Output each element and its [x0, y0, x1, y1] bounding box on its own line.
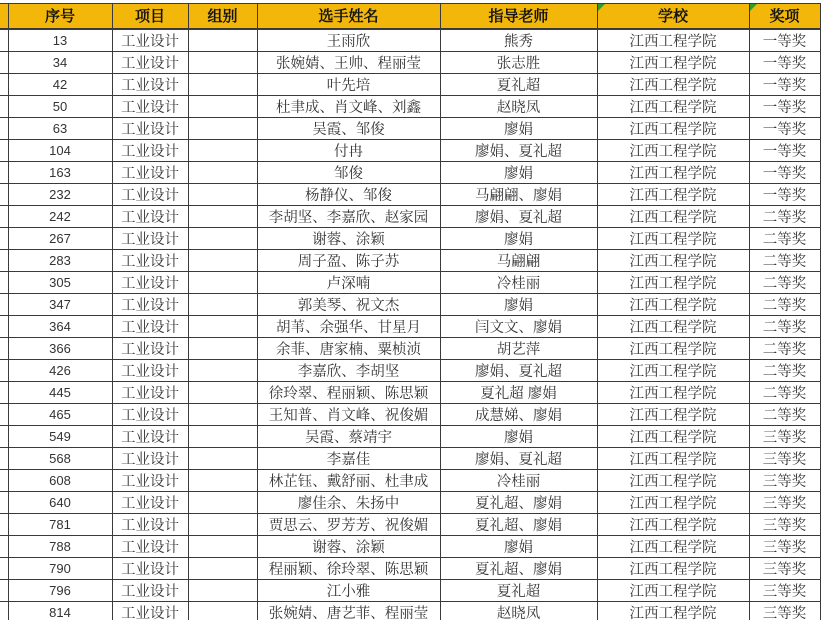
cell-project[interactable]: 工业设计 — [112, 29, 188, 52]
cell-no[interactable]: 232 — [8, 183, 112, 205]
cell-school[interactable]: 江西工程学院 — [597, 601, 749, 620]
cell-group[interactable] — [188, 601, 257, 620]
cell-teachers[interactable]: 夏礼超、廖娟 — [440, 513, 597, 535]
cell-names[interactable]: 林芷钰、戴舒丽、杜聿成 — [257, 469, 440, 491]
cropped-cell — [0, 161, 8, 183]
cell-no[interactable]: 13 — [8, 29, 112, 52]
cell-teachers[interactable]: 胡艺萍 — [440, 337, 597, 359]
cell-group[interactable] — [188, 183, 257, 205]
table-row — [0, 535, 820, 557]
cell-group[interactable] — [188, 579, 257, 601]
cell-project[interactable]: 工业设计 — [112, 315, 188, 337]
table-row — [0, 271, 820, 293]
cell-names[interactable]: 贾思云、罗芳芳、祝俊媚 — [257, 513, 440, 535]
cell-names[interactable]: 胡苇、余强华、甘星月 — [257, 315, 440, 337]
cell-award[interactable]: 一等奖 — [749, 51, 820, 73]
table-row — [0, 447, 820, 469]
cell-names[interactable]: 周子盈、陈子苏 — [257, 249, 440, 271]
cell-no[interactable]: 305 — [8, 271, 112, 293]
column-header-label: 选手姓名 — [318, 8, 379, 26]
cell-project[interactable]: 工业设计 — [112, 381, 188, 403]
comment-marker-icon — [750, 4, 757, 11]
cell-project[interactable]: 工业设计 — [112, 557, 188, 579]
cell-teachers[interactable]: 廖娟、夏礼超 — [440, 447, 597, 469]
cell-project[interactable]: 工业设计 — [112, 205, 188, 227]
cell-names[interactable]: 杨静仪、邹俊 — [257, 183, 440, 205]
cell-school[interactable]: 江西工程学院 — [597, 95, 749, 117]
cell-names[interactable]: 谢蓉、涂颖 — [257, 535, 440, 557]
cell-no[interactable]: 163 — [8, 161, 112, 183]
cell-no[interactable]: 781 — [8, 513, 112, 535]
cell-teachers[interactable]: 廖娟 — [440, 425, 597, 447]
cell-group[interactable] — [188, 271, 257, 293]
cell-group[interactable] — [188, 469, 257, 491]
cropped-cell — [0, 513, 8, 535]
cropped-cell — [0, 73, 8, 95]
column-header-label: 指导老师 — [488, 8, 549, 26]
table-row — [0, 205, 820, 227]
cell-teachers[interactable]: 熊秀 — [440, 29, 597, 52]
cell-project[interactable]: 工业设计 — [112, 249, 188, 271]
cell-no[interactable]: 465 — [8, 403, 112, 425]
cell-names[interactable]: 卢深喃 — [257, 271, 440, 293]
cell-award[interactable]: 三等奖 — [749, 513, 820, 535]
column-header-label: 组别 — [207, 8, 238, 26]
column-header-no[interactable] — [8, 4, 112, 29]
cell-no[interactable]: 426 — [8, 359, 112, 381]
cell-school[interactable]: 江西工程学院 — [597, 249, 749, 271]
cell-award[interactable]: 二等奖 — [749, 315, 820, 337]
cell-group[interactable] — [188, 447, 257, 469]
cell-project[interactable]: 工业设计 — [112, 271, 188, 293]
cell-project[interactable]: 工业设计 — [112, 51, 188, 73]
cell-group[interactable] — [188, 117, 257, 139]
cell-project[interactable]: 工业设计 — [112, 337, 188, 359]
cell-names[interactable]: 程丽颖、徐玲翠、陈思颖 — [257, 557, 440, 579]
cell-award[interactable]: 二等奖 — [749, 359, 820, 381]
cell-project[interactable]: 工业设计 — [112, 139, 188, 161]
table-row — [0, 403, 820, 425]
cell-names[interactable]: 谢蓉、涂颖 — [257, 227, 440, 249]
cell-award[interactable]: 一等奖 — [749, 29, 820, 52]
cell-group[interactable] — [188, 337, 257, 359]
cell-no[interactable]: 347 — [8, 293, 112, 315]
cell-school[interactable]: 江西工程学院 — [597, 447, 749, 469]
cell-no[interactable]: 104 — [8, 139, 112, 161]
column-header-teachers[interactable] — [440, 4, 597, 29]
cell-names[interactable]: 吴霞、邹俊 — [257, 117, 440, 139]
cell-school[interactable]: 江西工程学院 — [597, 403, 749, 425]
cell-school[interactable]: 江西工程学院 — [597, 425, 749, 447]
cell-teachers[interactable]: 冷桂丽 — [440, 469, 597, 491]
cell-school[interactable]: 江西工程学院 — [597, 513, 749, 535]
cell-award[interactable]: 二等奖 — [749, 227, 820, 249]
cell-names[interactable]: 张婉婧、唐艺菲、程丽莹 — [257, 601, 440, 620]
cell-teachers[interactable]: 冷桂丽 — [440, 271, 597, 293]
cell-award[interactable]: 二等奖 — [749, 249, 820, 271]
cell-school[interactable]: 江西工程学院 — [597, 557, 749, 579]
cell-project[interactable]: 工业设计 — [112, 117, 188, 139]
column-header-school[interactable] — [597, 4, 749, 29]
cell-teachers[interactable]: 赵晓凤 — [440, 601, 597, 620]
cropped-cell — [0, 139, 8, 161]
cell-project[interactable]: 工业设计 — [112, 95, 188, 117]
cell-group[interactable] — [188, 227, 257, 249]
cell-no[interactable]: 242 — [8, 205, 112, 227]
cell-school[interactable]: 江西工程学院 — [597, 579, 749, 601]
table-row — [0, 557, 820, 579]
cell-names[interactable]: 张婉婧、王帅、程丽莹 — [257, 51, 440, 73]
cell-teachers[interactable]: 张志胜 — [440, 51, 597, 73]
cell-names[interactable]: 王雨欣 — [257, 29, 440, 52]
cell-project[interactable]: 工业设计 — [112, 447, 188, 469]
cell-teachers[interactable]: 成慧娣、廖娟 — [440, 403, 597, 425]
cropped-cell — [0, 337, 8, 359]
cell-project[interactable]: 工业设计 — [112, 579, 188, 601]
cell-names[interactable]: 李嘉佳 — [257, 447, 440, 469]
cell-award[interactable]: 一等奖 — [749, 73, 820, 95]
cell-names[interactable]: 邹俊 — [257, 161, 440, 183]
cell-names[interactable]: 付冉 — [257, 139, 440, 161]
cell-school[interactable]: 江西工程学院 — [597, 139, 749, 161]
cell-award[interactable]: 二等奖 — [749, 205, 820, 227]
cell-award[interactable]: 三等奖 — [749, 557, 820, 579]
column-header-label: 序号 — [44, 8, 75, 26]
cell-no[interactable]: 50 — [8, 95, 112, 117]
cell-no[interactable]: 267 — [8, 227, 112, 249]
cell-school[interactable]: 江西工程学院 — [597, 73, 749, 95]
cell-teachers[interactable]: 闫文文、廖娟 — [440, 315, 597, 337]
cell-award[interactable]: 三等奖 — [749, 579, 820, 601]
cell-school[interactable]: 江西工程学院 — [597, 205, 749, 227]
cell-teachers[interactable]: 廖娟 — [440, 293, 597, 315]
cell-school[interactable]: 江西工程学院 — [597, 359, 749, 381]
cell-no[interactable]: 640 — [8, 491, 112, 513]
cell-group[interactable] — [188, 513, 257, 535]
cell-teachers[interactable]: 夏礼超、廖娟 — [440, 557, 597, 579]
cell-project[interactable]: 工业设计 — [112, 535, 188, 557]
cropped-cell — [0, 227, 8, 249]
cropped-cell — [0, 491, 8, 513]
cell-names[interactable]: 李胡坚、李嘉欣、赵家园 — [257, 205, 440, 227]
cropped-cell — [0, 205, 8, 227]
cell-group[interactable] — [188, 557, 257, 579]
cell-school[interactable]: 江西工程学院 — [597, 315, 749, 337]
cropped-cell — [0, 447, 8, 469]
cell-school[interactable]: 江西工程学院 — [597, 293, 749, 315]
column-header-label: 学校 — [657, 8, 688, 26]
table-row — [0, 51, 820, 73]
column-header-project[interactable] — [112, 4, 188, 29]
table-row — [0, 579, 820, 601]
cell-award[interactable]: 三等奖 — [749, 491, 820, 513]
cell-school[interactable]: 江西工程学院 — [597, 51, 749, 73]
table-row — [0, 293, 820, 315]
cell-award[interactable]: 一等奖 — [749, 161, 820, 183]
cell-no[interactable]: 549 — [8, 425, 112, 447]
cell-teachers[interactable]: 马翩翩 — [440, 249, 597, 271]
cell-group[interactable] — [188, 73, 257, 95]
cell-teachers[interactable]: 夏礼超、廖娟 — [440, 491, 597, 513]
cropped-cell — [0, 183, 8, 205]
table-row — [0, 161, 820, 183]
cell-project[interactable]: 工业设计 — [112, 513, 188, 535]
cell-group[interactable] — [188, 29, 257, 52]
table-row — [0, 425, 820, 447]
cell-no[interactable]: 42 — [8, 73, 112, 95]
cell-award[interactable]: 二等奖 — [749, 403, 820, 425]
table-row — [0, 139, 820, 161]
cell-teachers[interactable]: 廖娟 — [440, 535, 597, 557]
cell-project[interactable]: 工业设计 — [112, 403, 188, 425]
table-row — [0, 315, 820, 337]
cell-award[interactable]: 三等奖 — [749, 601, 820, 620]
cell-school[interactable]: 江西工程学院 — [597, 271, 749, 293]
cell-award[interactable]: 三等奖 — [749, 447, 820, 469]
table-row — [0, 95, 820, 117]
cropped-cell — [0, 293, 8, 315]
cropped-cell — [0, 117, 8, 139]
cell-teachers[interactable]: 马翩翩、廖娟 — [440, 183, 597, 205]
cell-award[interactable]: 三等奖 — [749, 469, 820, 491]
cell-award[interactable]: 三等奖 — [749, 535, 820, 557]
cell-teachers[interactable]: 夏礼超 廖娟 — [440, 381, 597, 403]
cell-school[interactable]: 江西工程学院 — [597, 535, 749, 557]
cropped-cell — [0, 29, 8, 52]
cell-no[interactable]: 790 — [8, 557, 112, 579]
cell-group[interactable] — [188, 381, 257, 403]
cell-project[interactable]: 工业设计 — [112, 425, 188, 447]
cell-project[interactable]: 工业设计 — [112, 73, 188, 95]
cell-names[interactable]: 徐玲翠、程丽颖、陈思颖 — [257, 381, 440, 403]
table-row — [0, 491, 820, 513]
cell-award[interactable]: 二等奖 — [749, 381, 820, 403]
table-row — [0, 249, 820, 271]
cell-teachers[interactable]: 夏礼超 — [440, 73, 597, 95]
cell-no[interactable]: 364 — [8, 315, 112, 337]
cell-award[interactable]: 一等奖 — [749, 117, 820, 139]
cell-group[interactable] — [188, 161, 257, 183]
cell-group[interactable] — [188, 95, 257, 117]
cell-group[interactable] — [188, 425, 257, 447]
cropped-cell — [0, 95, 8, 117]
table-row — [0, 227, 820, 249]
cropped-cell — [0, 469, 8, 491]
table-row — [0, 117, 820, 139]
table-row — [0, 381, 820, 403]
cropped-header-cell — [0, 4, 8, 29]
cell-no[interactable]: 63 — [8, 117, 112, 139]
table-row — [0, 469, 820, 491]
cropped-cell — [0, 359, 8, 381]
cell-names[interactable]: 叶先培 — [257, 73, 440, 95]
cell-teachers[interactable]: 赵晓凤 — [440, 95, 597, 117]
cell-school[interactable]: 江西工程学院 — [597, 117, 749, 139]
cell-group[interactable] — [188, 315, 257, 337]
cell-teachers[interactable]: 廖娟 — [440, 117, 597, 139]
cell-award[interactable]: 一等奖 — [749, 95, 820, 117]
cropped-cell — [0, 249, 8, 271]
cell-names[interactable]: 王知普、肖文峰、祝俊媚 — [257, 403, 440, 425]
cell-award[interactable]: 一等奖 — [749, 139, 820, 161]
awards-table — [0, 3, 821, 620]
cell-names[interactable]: 廖佳余、朱扬中 — [257, 491, 440, 513]
cropped-cell — [0, 315, 8, 337]
table-body — [0, 29, 820, 620]
comment-marker-icon — [598, 4, 605, 11]
cell-project[interactable]: 工业设计 — [112, 161, 188, 183]
cell-school[interactable]: 江西工程学院 — [597, 29, 749, 52]
table-row — [0, 73, 820, 95]
cell-no[interactable]: 608 — [8, 469, 112, 491]
cell-teachers[interactable]: 廖娟、夏礼超 — [440, 139, 597, 161]
cell-names[interactable]: 吴霞、蔡靖宇 — [257, 425, 440, 447]
cell-group[interactable] — [188, 139, 257, 161]
cell-project[interactable]: 工业设计 — [112, 293, 188, 315]
cell-school[interactable]: 江西工程学院 — [597, 227, 749, 249]
cell-group[interactable] — [188, 51, 257, 73]
cell-award[interactable]: 二等奖 — [749, 337, 820, 359]
column-header-group[interactable] — [188, 4, 257, 29]
cell-no[interactable]: 283 — [8, 249, 112, 271]
cell-project[interactable]: 工业设计 — [112, 491, 188, 513]
table-row — [0, 359, 820, 381]
cell-project[interactable]: 工业设计 — [112, 183, 188, 205]
cell-names[interactable]: 江小雅 — [257, 579, 440, 601]
cell-project[interactable]: 工业设计 — [112, 601, 188, 620]
cell-teachers[interactable]: 夏礼超 — [440, 579, 597, 601]
cell-names[interactable]: 余菲、唐家楠、粟桢浈 — [257, 337, 440, 359]
cell-school[interactable]: 江西工程学院 — [597, 183, 749, 205]
cell-school[interactable]: 江西工程学院 — [597, 491, 749, 513]
cropped-cell — [0, 51, 8, 73]
cropped-cell — [0, 381, 8, 403]
table-row — [0, 183, 820, 205]
cell-award[interactable]: 二等奖 — [749, 271, 820, 293]
cell-school[interactable]: 江西工程学院 — [597, 469, 749, 491]
cell-school[interactable]: 江西工程学院 — [597, 337, 749, 359]
cell-award[interactable]: 三等奖 — [749, 425, 820, 447]
cell-teachers[interactable]: 廖娟、夏礼超 — [440, 359, 597, 381]
cell-award[interactable]: 一等奖 — [749, 183, 820, 205]
cell-names[interactable]: 郭美琴、祝文杰 — [257, 293, 440, 315]
table-row — [0, 29, 820, 52]
header-row — [0, 4, 820, 29]
cropped-cell — [0, 403, 8, 425]
table-row — [0, 601, 820, 620]
cell-no[interactable]: 568 — [8, 447, 112, 469]
cell-group[interactable] — [188, 205, 257, 227]
column-header-award[interactable] — [749, 4, 820, 29]
cell-group[interactable] — [188, 293, 257, 315]
cell-no[interactable]: 788 — [8, 535, 112, 557]
table-row — [0, 513, 820, 535]
cell-names[interactable]: 李嘉欣、李胡坚 — [257, 359, 440, 381]
cell-no[interactable]: 366 — [8, 337, 112, 359]
column-header-label: 项目 — [134, 8, 165, 26]
cell-school[interactable]: 江西工程学院 — [597, 161, 749, 183]
cell-no[interactable]: 34 — [8, 51, 112, 73]
cell-group[interactable] — [188, 403, 257, 425]
cell-no[interactable]: 814 — [8, 601, 112, 620]
cell-project[interactable]: 工业设计 — [112, 469, 188, 491]
cropped-cell — [0, 557, 8, 579]
cell-group[interactable] — [188, 359, 257, 381]
cropped-cell — [0, 271, 8, 293]
cell-group[interactable] — [188, 535, 257, 557]
cell-teachers[interactable]: 廖娟 — [440, 227, 597, 249]
cropped-cell — [0, 425, 8, 447]
cell-teachers[interactable]: 廖娟、夏礼超 — [440, 205, 597, 227]
cell-names[interactable]: 杜聿成、肖文峰、刘鑫 — [257, 95, 440, 117]
cell-group[interactable] — [188, 491, 257, 513]
column-header-names[interactable] — [257, 4, 440, 29]
cell-no[interactable]: 796 — [8, 579, 112, 601]
cropped-cell — [0, 579, 8, 601]
cell-award[interactable]: 二等奖 — [749, 293, 820, 315]
column-header-label: 奖项 — [769, 8, 800, 26]
cell-project[interactable]: 工业设计 — [112, 227, 188, 249]
cell-teachers[interactable]: 廖娟 — [440, 161, 597, 183]
cropped-cell — [0, 535, 8, 557]
cell-school[interactable]: 江西工程学院 — [597, 381, 749, 403]
table-row — [0, 337, 820, 359]
cell-project[interactable]: 工业设计 — [112, 359, 188, 381]
cell-no[interactable]: 445 — [8, 381, 112, 403]
cropped-cell — [0, 601, 8, 620]
cell-group[interactable] — [188, 249, 257, 271]
